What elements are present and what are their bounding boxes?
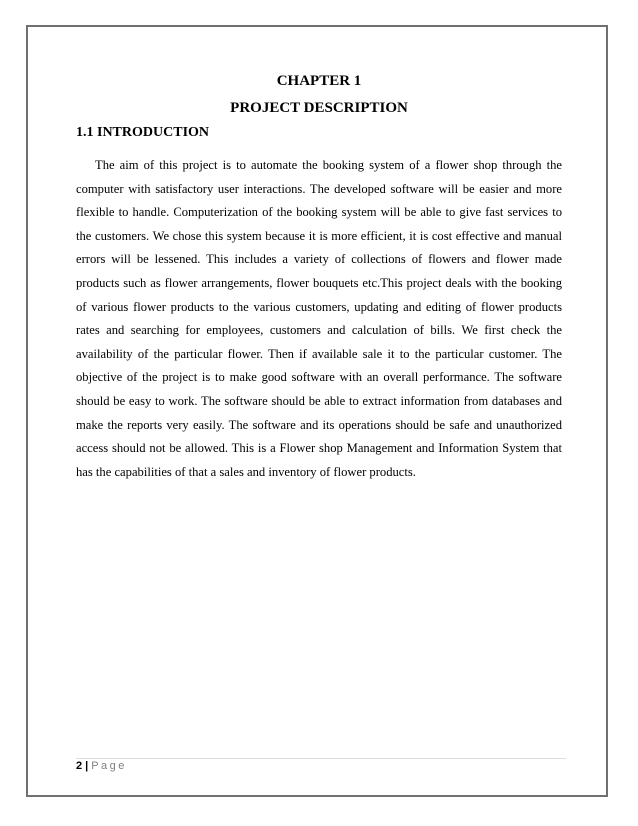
introduction-paragraph: The aim of this project is to automate the booking system of a flower shop through the computer with satisfactory user interactions. The developed software will be easier and more flexible to handle. Computerization of the booking system will be able to give fast services to the customers. We chose this system because it is more efficient, it is cost effective and manual errors will be lessened. This includes a variety of collections of flowers and flower made products such as flower arrangements, flower bouquets etc.This project deals with the booking of various flower products to the various customers, updating and editing of flower products rates and searching for employees, customers and calculation of bills. We first check the availability of the particular flower. Then if available sale it to the particular customer. The objective of the project is to make good software with an overall performance. The software should be easy to work. The software should be able to extract information from databases and make the reports very easily. The software and its operations should be safe and unauthorized access should not be allowed. This is a Flower shop Management and Information System that has the capabilities of that a sales and inventory of flower products.: [76, 158, 562, 479]
chapter-title: CHAPTER 1: [276, 73, 362, 89]
page-number: 2: [76, 760, 83, 772]
footer-divider: [76, 758, 566, 759]
page-label: Page: [91, 760, 127, 772]
chapter-subtitle: PROJECT DESCRIPTION: [230, 100, 408, 116]
page-footer: [76, 760, 127, 772]
footer-separator: |: [85, 760, 89, 772]
section-heading: 1.1 INTRODUCTION: [76, 125, 210, 140]
